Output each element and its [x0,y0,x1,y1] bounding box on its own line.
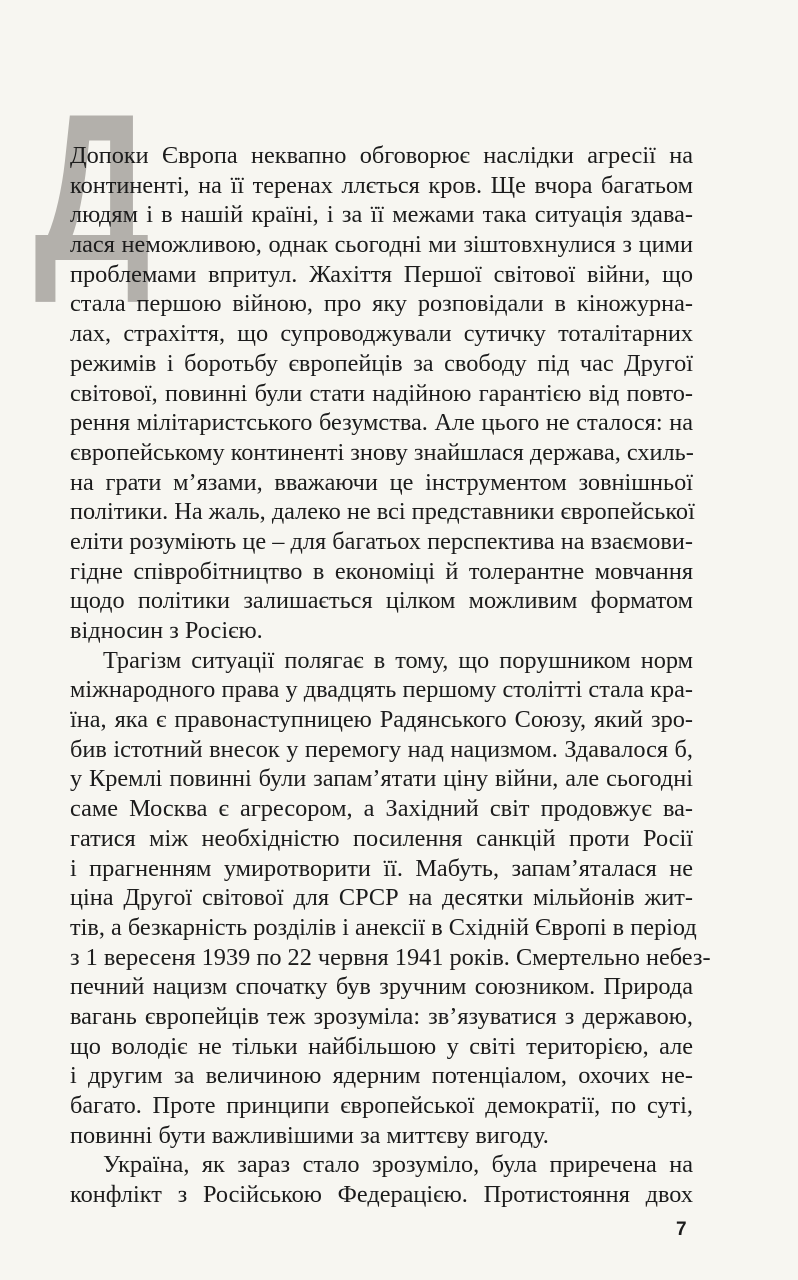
text-line: гідне співробітництво в економіці й толерантне мовчання [70,557,693,585]
paragraph [70,141,693,646]
text-line: світової, повинні були стати надійною гарантією від повто- [70,379,693,407]
text-line: тів, а безкарність розділів і анексії в Східній Європі в період [70,913,697,941]
text-line: еліти розуміють це – для багатьох перспектива на взаємови- [70,527,693,555]
text-line: рення мілітаристського безумства. Але цього не сталося: на [70,409,693,437]
text-line: з 1 вересеня 1939 по 22 червня 1941 років. Смертельно небез- [70,943,711,971]
paragraph [70,646,711,1151]
body-text [70,141,711,1210]
text-line: вагань європейців теж зрозуміла: зв’язуватися з державою, [70,1002,693,1030]
text-line: конфлікт з Російською Федерацією. Протистояння двох [70,1181,693,1209]
drop-cap-letter: Д [34,70,151,305]
text-line: і другим за величиною ядерним потенціалом, охочих не- [70,1062,693,1090]
text-line: стала першою війною, про яку розповідали в кіножурна- [70,290,693,318]
paragraph [70,1150,693,1209]
page-number: 7 [676,1219,687,1240]
text-line: проблемами впритул. Жахіття Першої світової війни, що [70,260,693,288]
text-line: їна, яка є правонаступницею Радянського Союзу, який зро- [70,706,693,734]
text-line: політики. На жаль, далеко не всі представники європейської [70,498,695,526]
text-line: печний нацизм спочатку був зручним союзником. Природа [70,973,693,1001]
text-line: Україна, як зараз стало зрозуміло, була приречена на [103,1151,693,1179]
text-line: лася неможливою, однак сьогодні ми зіштовхнулися з цими [70,231,693,259]
text-line: саме Москва є агресором, а Західний світ продовжує ва- [70,795,693,823]
text-line: багато. Проте принципи європейської демократії, по суті, [70,1092,693,1119]
text-line: гатися між необхідністю посилення санкцій проти Росії [70,824,693,852]
text-line: людям і в нашій країні, і за її межами така ситуація здава- [70,201,693,229]
text-line: міжнародного права у двадцять першому столітті стала кра- [70,676,693,704]
text-line: Трагізм ситуації полягає в тому, що порушником норм [103,646,693,674]
text-line: відносин з Росією. [70,617,263,644]
text-line: щодо політики залишається цілком можливим форматом [70,587,693,615]
text-line: ціна Другої світової для СРСР на десятки мільйонів жит- [70,884,693,912]
text-line: повинні бути важливішими за миттєву вигоду. [70,1121,549,1149]
text-line: режимів і боротьбу європейців за свободу під час Другої [70,349,693,377]
text-line: на грати м’язами, вважаючи це інструментом зовнішньої [70,468,693,496]
text-line: і прагненням умиротворити її. Мабуть, запам’яталася не [70,854,693,882]
text-line: бив істотний внесок у перемогу над нацизмом. Здавалося б, [70,735,693,763]
text-line: лах, страхіття, що супроводжували сутичку тоталітарних [70,320,693,348]
text-line: європейському континенті знову знайшлася держава, схиль- [70,438,694,466]
text-line: континенті, на її теренах ллється кров. Ще вчора багатьом [70,171,693,199]
text-line: що володіє не тільки найбільшою у світі територією, але [70,1032,693,1060]
text-line: Допоки Європа неквапно обговорює наслідки агресії на [70,142,693,169]
text-line: у Кремлі повинні були запам’ятати ціну війни, але сьогодні [70,765,693,793]
